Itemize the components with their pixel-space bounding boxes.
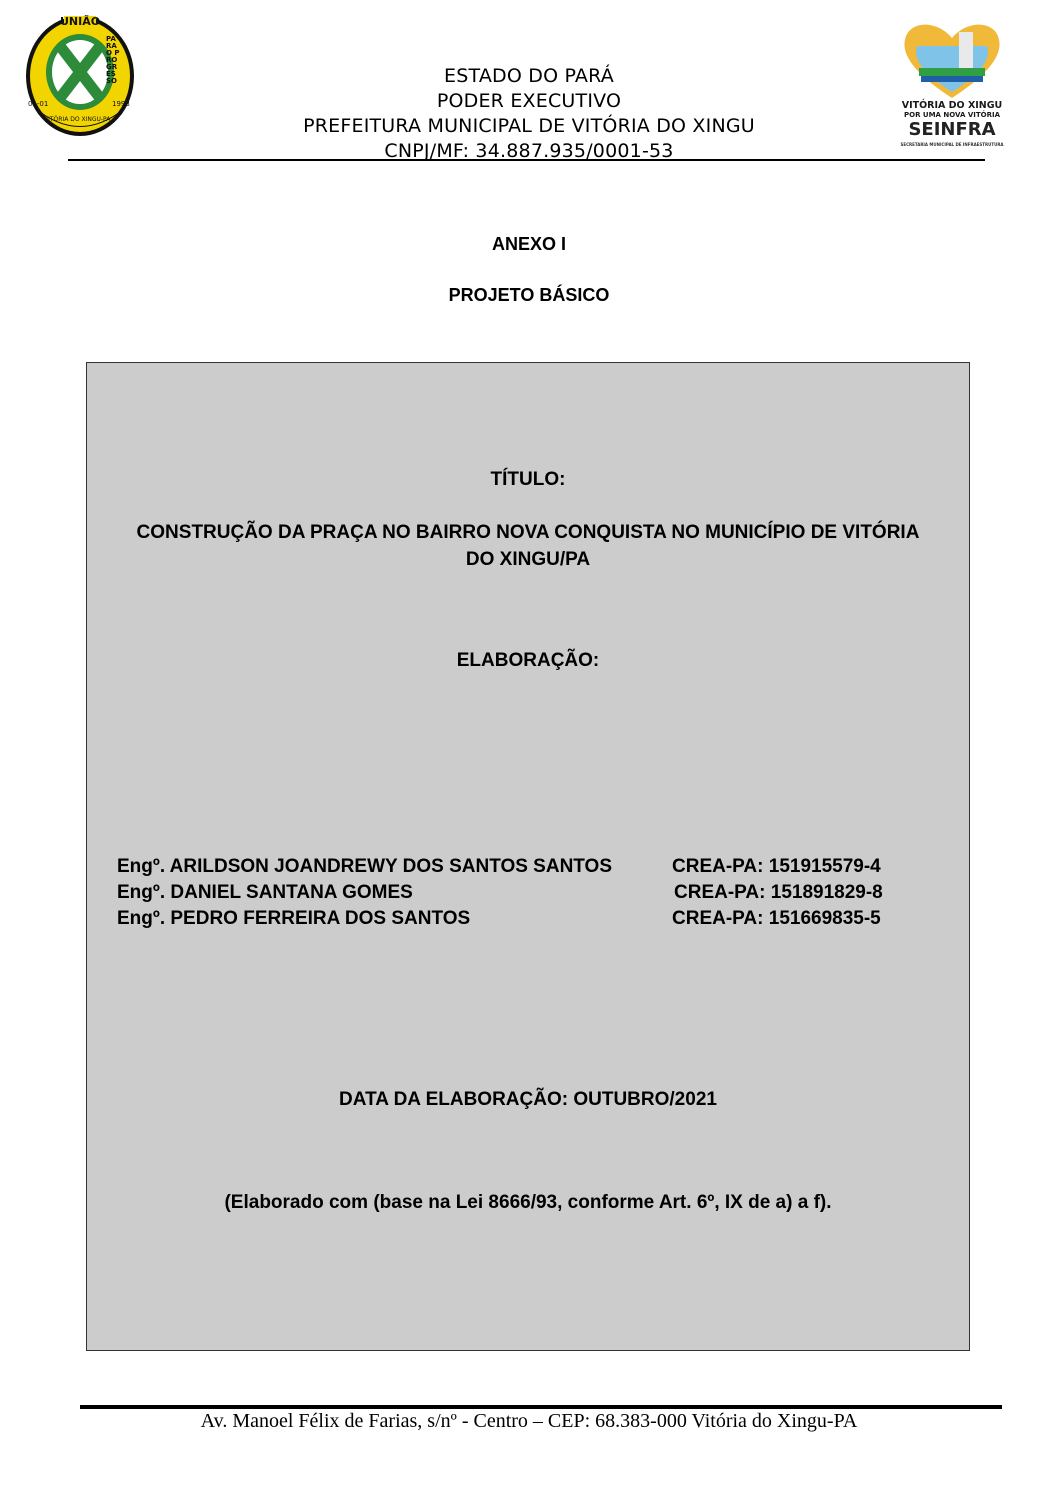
seal-bottom-text: VITÓRIA DO XINGU-PA xyxy=(44,116,111,123)
seinfra-line3: SECRETARIA MUNICIPAL DE INFRAESTRUTURA xyxy=(900,142,1004,147)
engineer-name: Engº. DANIEL SANTANA GOMES xyxy=(117,882,413,903)
seal-year-text: 1993 xyxy=(112,100,130,108)
seal-top-text: UNIÃO xyxy=(60,15,101,28)
seinfra-brand: SEINFRA xyxy=(908,119,996,140)
seal-ring-text: PARA O PROGRESSO xyxy=(106,35,120,85)
seinfra-logo xyxy=(899,20,1005,152)
annex-subtitle: PROJETO BÁSICO xyxy=(448,285,610,305)
engineer-crea: CREA-PA: 151669835-5 xyxy=(672,908,881,929)
elaboration-label: ELABORAÇÃO: xyxy=(456,650,600,671)
project-title: CONSTRUÇÃO DA PRAÇA NO BAIRRO NOVA CONQUISTA NO MUNICÍPIO DE VITÓRIA DO XINGU/PA xyxy=(136,522,920,570)
title-label: TÍTULO: xyxy=(490,469,566,490)
engineer-name: Engº. ARILDSON JOANDREWY DOS SANTOS SANTOS xyxy=(117,856,613,877)
footer-address: Av. Manoel Félix de Farias, s/nº - Centro – CEP: 68.383-000 Vitória do Xingu-PA xyxy=(200,1410,858,1432)
legal-note: (Elaborado com (base na Lei 8666/93, conforme Art. 6º, IX de a) a f). xyxy=(224,1192,832,1213)
seinfra-line1: VITÓRIA DO XINGU xyxy=(901,100,1003,111)
header-line-power: PODER EXECUTIVO xyxy=(436,90,622,112)
engineer-name: Engº. PEDRO FERREIRA DOS SANTOS xyxy=(117,908,471,929)
footer-divider xyxy=(80,1405,1002,1409)
engineer-row xyxy=(117,882,917,908)
engineer-row xyxy=(117,908,917,934)
engineer-crea: CREA-PA: 151891829-8 xyxy=(674,882,883,903)
header-divider xyxy=(68,159,985,161)
elaboration-date: DATA DA ELABORAÇÃO: OUTUBRO/2021 xyxy=(339,1089,717,1110)
engineers-list xyxy=(117,856,917,934)
engineer-crea: CREA-PA: 151915579-4 xyxy=(672,856,881,877)
engineer-row xyxy=(117,856,917,882)
header-line-municipality: PREFEITURA MUNICIPAL DE VITÓRIA DO XINGU xyxy=(303,115,755,137)
annex-title: ANEXO I xyxy=(491,234,566,254)
header-line-cnpj: CNPJ/MF: 34.887.935/0001-53 xyxy=(384,140,674,162)
seal-date-text: 01-01 xyxy=(28,100,49,108)
header-line-state: ESTADO DO PARÁ xyxy=(444,65,614,87)
cover-box xyxy=(86,362,970,1351)
seinfra-line2: POR UMA NOVA VITÓRIA xyxy=(904,111,1000,119)
